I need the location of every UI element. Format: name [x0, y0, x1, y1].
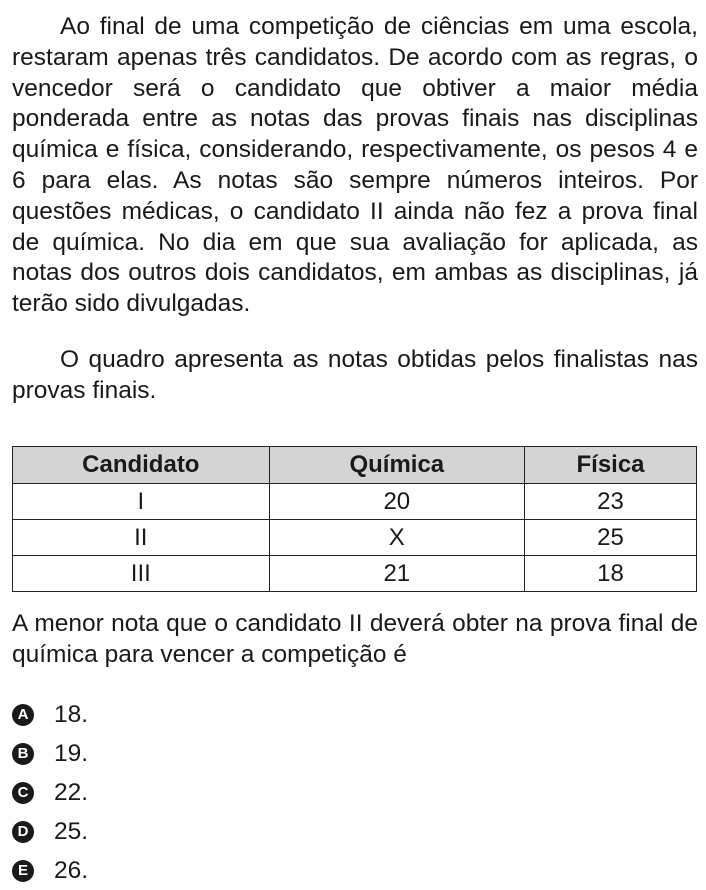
table-header-row [13, 447, 697, 484]
table-row [13, 556, 697, 592]
option-c[interactable] [12, 773, 88, 812]
question-prompt: A menor nota que o candidato II deverá obter na prova final de química para vencer a competição é [12, 610, 698, 668]
option-e-badge-icon: E [12, 860, 34, 882]
table-intro: O quadro apresenta as notas obtidas pelos finalistas nas provas finais. [12, 345, 698, 404]
cell-physics: 25 [525, 520, 697, 556]
header-candidato: Candidato [13, 447, 270, 484]
option-b-badge-icon: B [12, 743, 34, 765]
option-d-text: 25. [54, 817, 89, 845]
option-a-badge-icon: A [12, 704, 34, 726]
cell-chemistry: 21 [269, 556, 524, 592]
cell-physics: 18 [525, 556, 697, 592]
scores-table [12, 446, 697, 592]
problem-statement: Ao final de uma competição de ciências em uma escola, restaram apenas três candidatos. De acordo com as regras, o vencedor será o candidato que obtiver a maior média ponderada entre as notas das provas finais nas disciplinas química e física, considerando, respectivamente, os pesos 4 e 6 para elas. As notas são sempre números inteiros. Por questões médicas, o candidato II ainda não fez a prova final de química. No dia em que sua avaliação for aplicada, as notas dos outros dois candidatos, em ambas as disciplinas, já terão sido divulgadas. [12, 13, 698, 318]
cell-chemistry: 20 [269, 484, 524, 520]
header-fisica: Física [525, 447, 697, 484]
option-e[interactable] [12, 851, 88, 890]
option-c-badge-icon: C [12, 782, 34, 804]
cell-physics: 23 [525, 484, 697, 520]
option-c-text: 22. [54, 778, 89, 806]
option-a-text: 18. [54, 700, 89, 728]
option-a[interactable] [12, 695, 88, 734]
cell-candidate: I [13, 484, 270, 520]
option-e-text: 26. [54, 856, 89, 884]
header-quimica: Química [269, 447, 524, 484]
cell-candidate: III [13, 556, 270, 592]
table-row [13, 484, 697, 520]
cell-chemistry: X [269, 520, 524, 556]
option-b-text: 19. [54, 739, 89, 767]
cell-candidate: II [13, 520, 270, 556]
option-b[interactable] [12, 734, 88, 773]
table-row [13, 520, 697, 556]
question-page [12, 12, 698, 884]
option-d-badge-icon: D [12, 821, 34, 843]
option-d[interactable] [12, 812, 88, 851]
answer-options [12, 695, 88, 890]
